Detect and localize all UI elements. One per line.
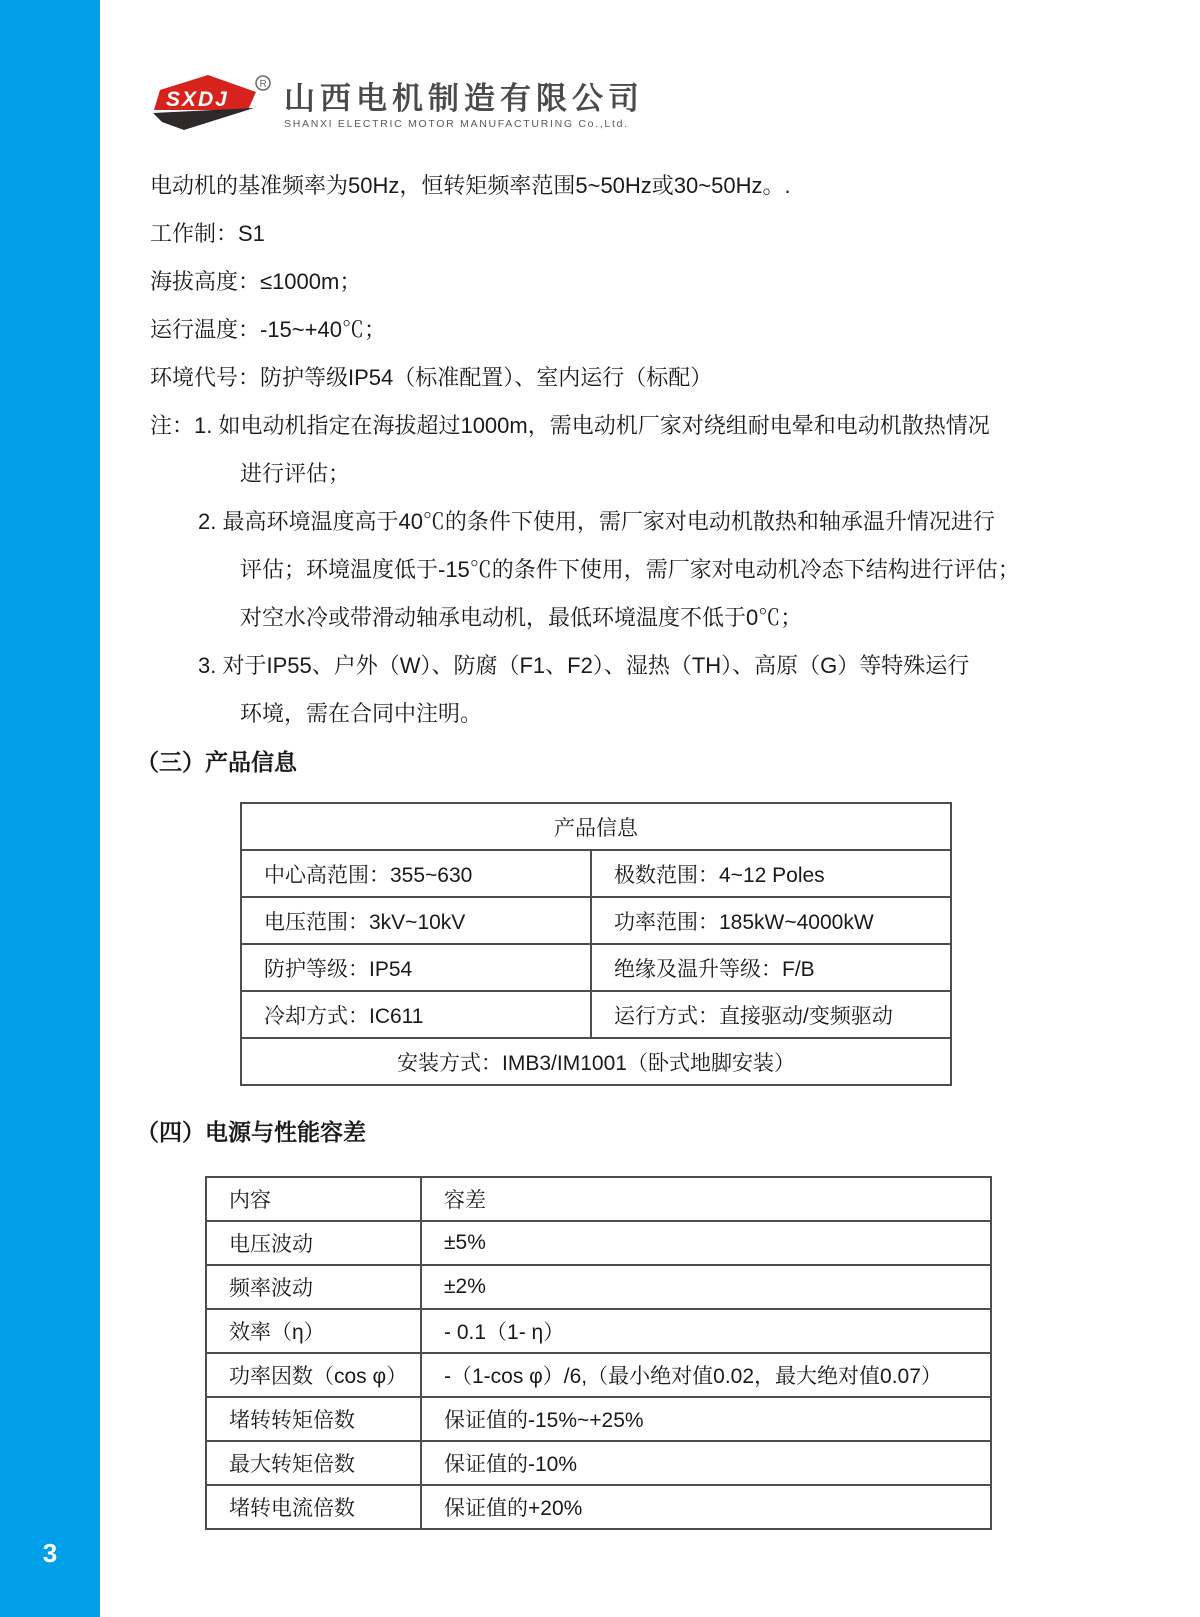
table-cell: -（1-cos φ）/6,（最小绝对值0.02，最大绝对值0.07） xyxy=(421,1353,991,1397)
table-row xyxy=(241,1038,951,1085)
spec-line-duty: 工作制：S1 xyxy=(150,221,265,246)
table-row xyxy=(206,1353,991,1397)
table-cell: ±2% xyxy=(421,1265,991,1309)
left-accent-bar xyxy=(0,0,100,1617)
product-info-table xyxy=(240,802,952,1086)
table-cell: 冷却方式：IC611 xyxy=(241,991,591,1038)
note-item-3-cont: 环境，需在合同中注明。 xyxy=(240,701,483,726)
table-cell: 保证值的+20% xyxy=(421,1485,991,1529)
section-heading-product-info: （三）产品信息 xyxy=(136,749,297,775)
table-row xyxy=(241,850,951,897)
table-cell: 电压波动 xyxy=(206,1221,421,1265)
table-cell: 绝缘及温升等级：F/B xyxy=(591,944,951,991)
spec-line-temperature: 运行温度：-15~+40℃； xyxy=(150,317,386,342)
company-names xyxy=(284,72,644,130)
product-table-footer: 安装方式：IMB3/IM1001（卧式地脚安装） xyxy=(241,1038,951,1085)
table-cell: 堵转转矩倍数 xyxy=(206,1397,421,1441)
table-cell: 堵转电流倍数 xyxy=(206,1485,421,1529)
note-item-3: 3. 对于IP55、户外（W）、防腐（F1、F2）、湿热（TH）、高原（G）等特殊运行 xyxy=(198,653,970,678)
note-item-1: 注：1. 如电动机指定在海拔超过1000m，需电动机厂家对绕组耐电晕和电动机散热情况 xyxy=(150,413,990,438)
table-row xyxy=(206,1309,991,1353)
product-table-title: 产品信息 xyxy=(241,803,951,850)
table-row xyxy=(241,897,951,944)
table-header-cell: 容差 xyxy=(421,1177,991,1221)
note-item-2: 2. 最高环境温度高于40℃的条件下使用，需厂家对电动机散热和轴承温升情况进行 xyxy=(198,509,995,534)
company-logo xyxy=(150,72,1160,138)
spec-line-altitude: 海拔高度：≤1000m； xyxy=(150,269,362,294)
page-number: 3 xyxy=(42,1538,58,1568)
table-cell: 保证值的-10% xyxy=(421,1441,991,1485)
section-heading-power-tolerance: （四）电源与性能容差 xyxy=(136,1119,366,1145)
page-content xyxy=(100,0,1200,1617)
note-item-1-cont: 进行评估； xyxy=(240,461,351,486)
table-header-row xyxy=(206,1177,991,1221)
table-cell: - 0.1（1- η） xyxy=(421,1309,991,1353)
table-row xyxy=(206,1441,991,1485)
table-cell: 防护等级：IP54 xyxy=(241,944,591,991)
company-name-en: SHANXI ELECTRIC MOTOR MANUFACTURING Co.,Ltd. xyxy=(284,118,629,130)
tolerance-table xyxy=(205,1176,992,1530)
table-cell: 功率因数（cos φ） xyxy=(206,1353,421,1397)
table-cell: 频率波动 xyxy=(206,1265,421,1309)
company-name-cn: 山西电机制造有限公司 xyxy=(284,81,644,116)
table-row xyxy=(206,1221,991,1265)
spec-line-frequency: 电动机的基准频率为50Hz，恒转矩频率范围5~50Hz或30~50Hz。. xyxy=(150,173,791,198)
table-cell: ±5% xyxy=(421,1221,991,1265)
table-cell: 最大转矩倍数 xyxy=(206,1441,421,1485)
table-cell: 保证值的-15%~+25% xyxy=(421,1397,991,1441)
table-row xyxy=(206,1485,991,1529)
table-row xyxy=(241,991,951,1038)
table-cell: 功率范围：185kW~4000kW xyxy=(591,897,951,944)
note-item-2-cont1: 评估；环境温度低于-15℃的条件下使用，需厂家对电动机冷态下结构进行评估； xyxy=(240,557,1020,582)
table-cell: 效率（η） xyxy=(206,1309,421,1353)
table-cell: 电压范围：3kV~10kV xyxy=(241,897,591,944)
table-cell: 中心高范围：355~630 xyxy=(241,850,591,897)
table-cell: 极数范围：4~12 Poles xyxy=(591,850,951,897)
table-row xyxy=(241,944,951,991)
spec-text-block xyxy=(150,162,1160,738)
note-item-2-cont2: 对空水冷或带滑动轴承电动机，最低环境温度不低于0℃； xyxy=(240,605,803,630)
svg-text:SXDJ: SXDJ xyxy=(166,88,229,111)
table-row xyxy=(241,803,951,850)
sxdj-logo-icon xyxy=(150,72,272,136)
spec-line-environment: 环境代号：防护等级IP54（标准配置）、室内运行（标配） xyxy=(150,365,713,390)
table-row xyxy=(206,1397,991,1441)
table-header-cell: 内容 xyxy=(206,1177,421,1221)
table-row xyxy=(206,1265,991,1309)
svg-text:R: R xyxy=(259,79,267,90)
table-cell: 运行方式：直接驱动/变频驱动 xyxy=(591,991,951,1038)
